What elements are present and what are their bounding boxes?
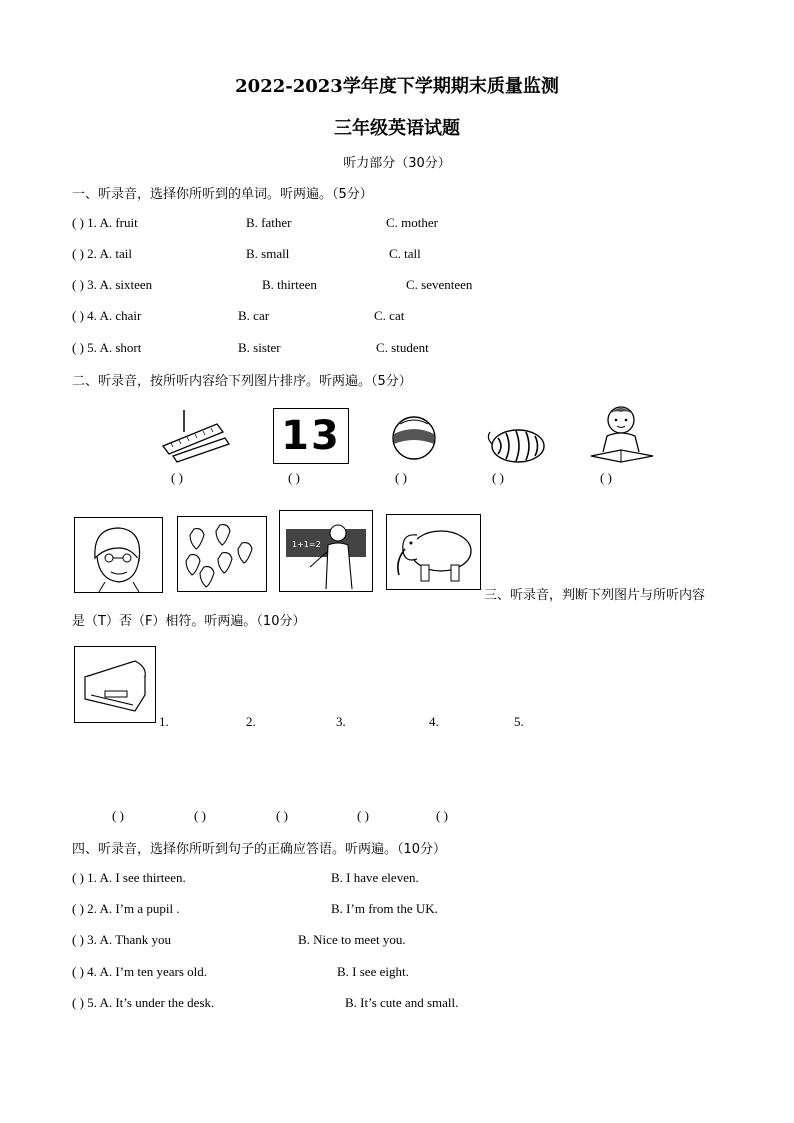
s1-q5-option-b: B. sister [238,340,281,355]
s4-q4-option-b: B. I see eight. [337,964,409,979]
s4-q1-option-b: B. I have eleven. [331,870,419,885]
exam-title: 2022-2023学年度下学期期末质量监测 [235,76,559,97]
s4-q3-option-a: ( ) 3. A. Thank you [72,932,172,947]
s4-q1-option-a: ( ) 1. A. I see thirteen. [72,870,186,885]
s1-q1-option-b: B. father [246,215,292,230]
s3-number-5: 5. [514,714,524,729]
listening-heading: 听力部分（30分） [343,156,451,171]
s3-number-3: 3. [336,714,346,729]
number-13-picture [273,408,349,464]
s3-number-2: 2. [246,714,256,729]
number-13-label: 13 [281,413,341,459]
section1-heading: 一、听录音，选择你所听到的单词。听两遍。（5分） [72,187,373,202]
s1-q2-option-c: C. tall [389,246,421,261]
s2-blank-5[interactable]: ( ) [600,470,612,485]
section3-heading-part1: 三、听录音，判断下列图片与所听内容 [484,588,706,603]
s2-blank-3[interactable]: ( ) [395,470,407,485]
s1-q3-option-c: C. seventeen [406,277,473,292]
s4-q2-option-b: B. I’m from the UK. [331,901,438,916]
s2-blank-2[interactable]: ( ) [288,470,300,485]
teacher-blackboard-picture [279,510,373,592]
s1-q3-option-a: ( ) 3. A. sixteen [72,277,153,292]
s1-q2-option-a: ( ) 2. A. tail [72,246,132,261]
section2-heading: 二、听录音，按所听内容给下列图片排序。听两遍。（5分） [72,374,412,389]
ball-picture [390,412,438,464]
blackboard-text: 1+1=2 [292,540,321,549]
pencil-case-picture [74,646,156,723]
old-woman-picture [74,517,163,593]
s1-q5-option-c: C. student [376,340,429,355]
boy-reading-picture [587,402,659,464]
s1-q2-option-b: B. small [246,246,290,261]
s4-q4-option-a: ( ) 4. A. I’m ten years old. [72,964,208,979]
s4-q5-option-b: B. It’s cute and small. [345,995,459,1010]
s3-number-1: 1. [159,714,169,729]
s1-q4-option-b: B. car [238,308,270,323]
s4-q5-option-a: ( ) 5. A. It’s under the desk. [72,995,215,1010]
section3-heading-part2: 是（T）否（F）相符。听两遍。（10分） [72,614,306,629]
section4-heading: 四、听录音，选择你所听到句子的正确应答语。听两遍。（10分） [72,842,447,857]
s3-number-4: 4. [429,714,439,729]
watermelon-picture [484,424,548,466]
s3-blank-4[interactable]: ( ) [357,808,369,823]
s1-q1-option-c: C. mother [386,215,438,230]
s1-q4-option-c: C. cat [374,308,405,323]
strawberries-picture [177,516,267,592]
exam-subtitle: 三年级英语试题 [334,118,460,139]
ruler-picture [155,408,235,463]
s1-q3-option-b: B. thirteen [262,277,317,292]
s3-blank-1[interactable]: ( ) [112,808,124,823]
s1-q1-option-a: ( ) 1. A. fruit [72,215,138,230]
s1-q5-option-a: ( ) 5. A. short [72,340,142,355]
s4-q3-option-b: B. Nice to meet you. [298,932,406,947]
elephant-picture [386,514,481,590]
s3-blank-2[interactable]: ( ) [194,808,206,823]
s2-blank-1[interactable]: ( ) [171,470,183,485]
s3-blank-3[interactable]: ( ) [276,808,288,823]
s4-q2-option-a: ( ) 2. A. I’m a pupil . [72,901,180,916]
s2-blank-4[interactable]: ( ) [492,470,504,485]
s1-q4-option-a: ( ) 4. A. chair [72,308,142,323]
s3-blank-5[interactable]: ( ) [436,808,448,823]
